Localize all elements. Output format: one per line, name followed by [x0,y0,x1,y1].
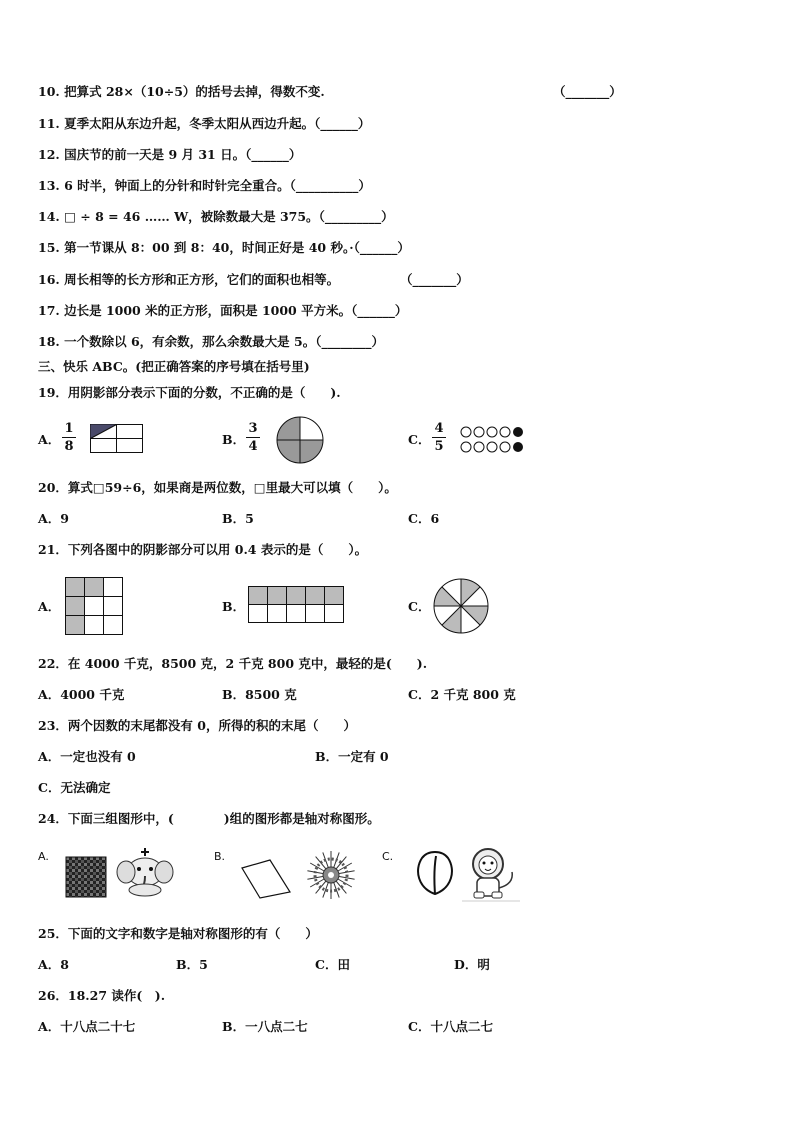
fraction-denominator: 8 [64,439,74,454]
option-23-a[interactable]: A．一定也没有 0 [38,749,136,764]
option-19-b-label[interactable]: B． [222,432,246,447]
answer-blank-14[interactable]: （_________） [318,209,394,224]
fraction-19-a [62,421,76,454]
question-text: 一个数除以 6，有余数，那么余数最大是 5。 [64,334,316,349]
question-number: 12. [38,147,60,162]
question-number: 15. [38,240,60,255]
option-26-b[interactable]: B．一八点二七 [222,1019,308,1034]
option-23-c[interactable]: C．无法确定 [38,780,111,795]
question-number: 10. [38,84,60,99]
question-text: □ ÷ 8 = 46 …… W，被除数最大是 375。 [64,209,319,224]
question-text: 把算式 28×（10÷5）的括号去掉，得数不变. [64,84,325,99]
option-25-c[interactable]: C．田 [315,957,350,972]
option-19-c-label[interactable]: C． [408,432,431,447]
answer-blank-15[interactable]: （______） [353,240,410,255]
question-text: 国庆节的前一天是 9 月 31 日。 [64,147,246,162]
answer-blank-13[interactable]: （__________） [289,178,371,193]
question-text: 6 时半，钟面上的分针和时针完全重合。 [64,178,290,193]
fraction-denominator: 4 [248,439,258,454]
option-21-b-label[interactable]: B． [222,599,246,614]
fraction-numerator: 1 [64,421,74,436]
question-18 [38,334,384,350]
grid-3x3-figure [65,577,125,637]
option-21-c-label[interactable]: C． [408,599,431,614]
question-16 [38,272,339,288]
question-text: 边长是 1000 米的正方形，面积是 1000 平方米。 [64,303,352,318]
option-22-a[interactable]: A．4000 千克 [38,687,125,702]
patterned-square-figure [66,857,108,899]
option-22-c[interactable]: C．2 千克 800 克 [408,687,516,702]
rhombus-figure [240,858,292,900]
fraction-denominator: 5 [434,439,444,454]
question-number: 13. [38,178,60,193]
question-13 [38,178,371,194]
question-22: 22．在 4000 千克，8500 克，2 千克 800 克中，最轻的是( ). [38,656,428,671]
option-25-b[interactable]: B．5 [176,957,208,972]
answer-blank-17[interactable]: （______） [351,303,408,318]
question-20: 20．算式□59÷6，如果商是两位数，□里最大可以填（ ）。 [38,480,397,495]
fraction-19-b [246,421,260,454]
leaf-figure [412,850,458,896]
question-number: 14. [38,209,60,224]
question-text: 第一节课从 8：00 到 8：40，时间正好是 40 秒。· [64,240,354,255]
question-23: 23．两个因数的末尾都没有 0，所得的积的末尾（ ） [38,718,356,733]
option-22-b[interactable]: B．8500 克 [222,687,297,702]
answer-blank-18[interactable]: （________） [315,334,384,349]
question-number: 11. [38,116,60,131]
answer-blank-11[interactable]: （______） [314,116,371,131]
question-25: 25．下面的文字和数字是轴对称图形的有（ ） [38,926,318,941]
option-19-a-label[interactable]: A． [38,432,61,447]
sunburst-figure [306,850,356,900]
fraction-19-c [432,421,446,454]
grid-2x5-figure [248,586,346,626]
question-number: 16. [38,272,60,287]
circle-eighths-figure [433,578,491,636]
fraction-numerator: 3 [248,421,258,436]
option-24-b-label[interactable]: B. [214,850,226,863]
rectangle-eighths-figure [90,424,144,454]
answer-blank-12[interactable]: （______） [245,147,302,162]
dots-figure [460,425,534,455]
option-24-c-label[interactable]: C. [382,850,394,863]
section-heading-3: 三、快乐 ABC。(把正确答案的序号填在括号里) [38,359,310,374]
option-26-a[interactable]: A．十八点二十七 [38,1019,136,1034]
option-24-a-label[interactable]: A. [38,850,49,863]
question-14 [38,209,394,225]
option-25-d[interactable]: D．明 [454,957,490,972]
question-10 [38,84,325,100]
cartoon-lion-figure [460,846,524,904]
option-26-c[interactable]: C．十八点二七 [408,1019,493,1034]
option-20-a[interactable]: A．9 [38,511,69,526]
answer-blank-10[interactable]: （_______） [553,84,622,99]
cartoon-elephant-figure [114,846,176,898]
option-25-a[interactable]: A．8 [38,957,69,972]
circle-quarters-figure [276,416,324,464]
question-number: 18. [38,334,60,349]
question-26: 26．18.27 读作( ). [38,988,166,1003]
question-11 [38,116,370,132]
option-23-b[interactable]: B．一定有 0 [315,749,389,764]
question-12 [38,147,301,163]
option-20-b[interactable]: B．5 [222,511,254,526]
question-21: 21．下列各图中的阴影部分可以用 0.4 表示的是（ ）。 [38,542,368,557]
question-17 [38,303,407,319]
fraction-numerator: 4 [434,421,444,436]
question-19: 19．用阴影部分表示下面的分数，不正确的是（ ). [38,385,341,400]
answer-blank-16[interactable]: （_______） [400,272,469,287]
question-24: 24．下面三组图形中，( )组的图形都是轴对称图形。 [38,811,380,826]
question-number: 17. [38,303,60,318]
question-text: 夏季太阳从东边升起，冬季太阳从西边升起。 [64,116,315,131]
option-20-c[interactable]: C．6 [408,511,440,526]
question-text: 周长相等的长方形和正方形，它们的面积也相等。 [64,272,340,287]
option-21-a-label[interactable]: A． [38,599,61,614]
question-15 [38,240,410,256]
